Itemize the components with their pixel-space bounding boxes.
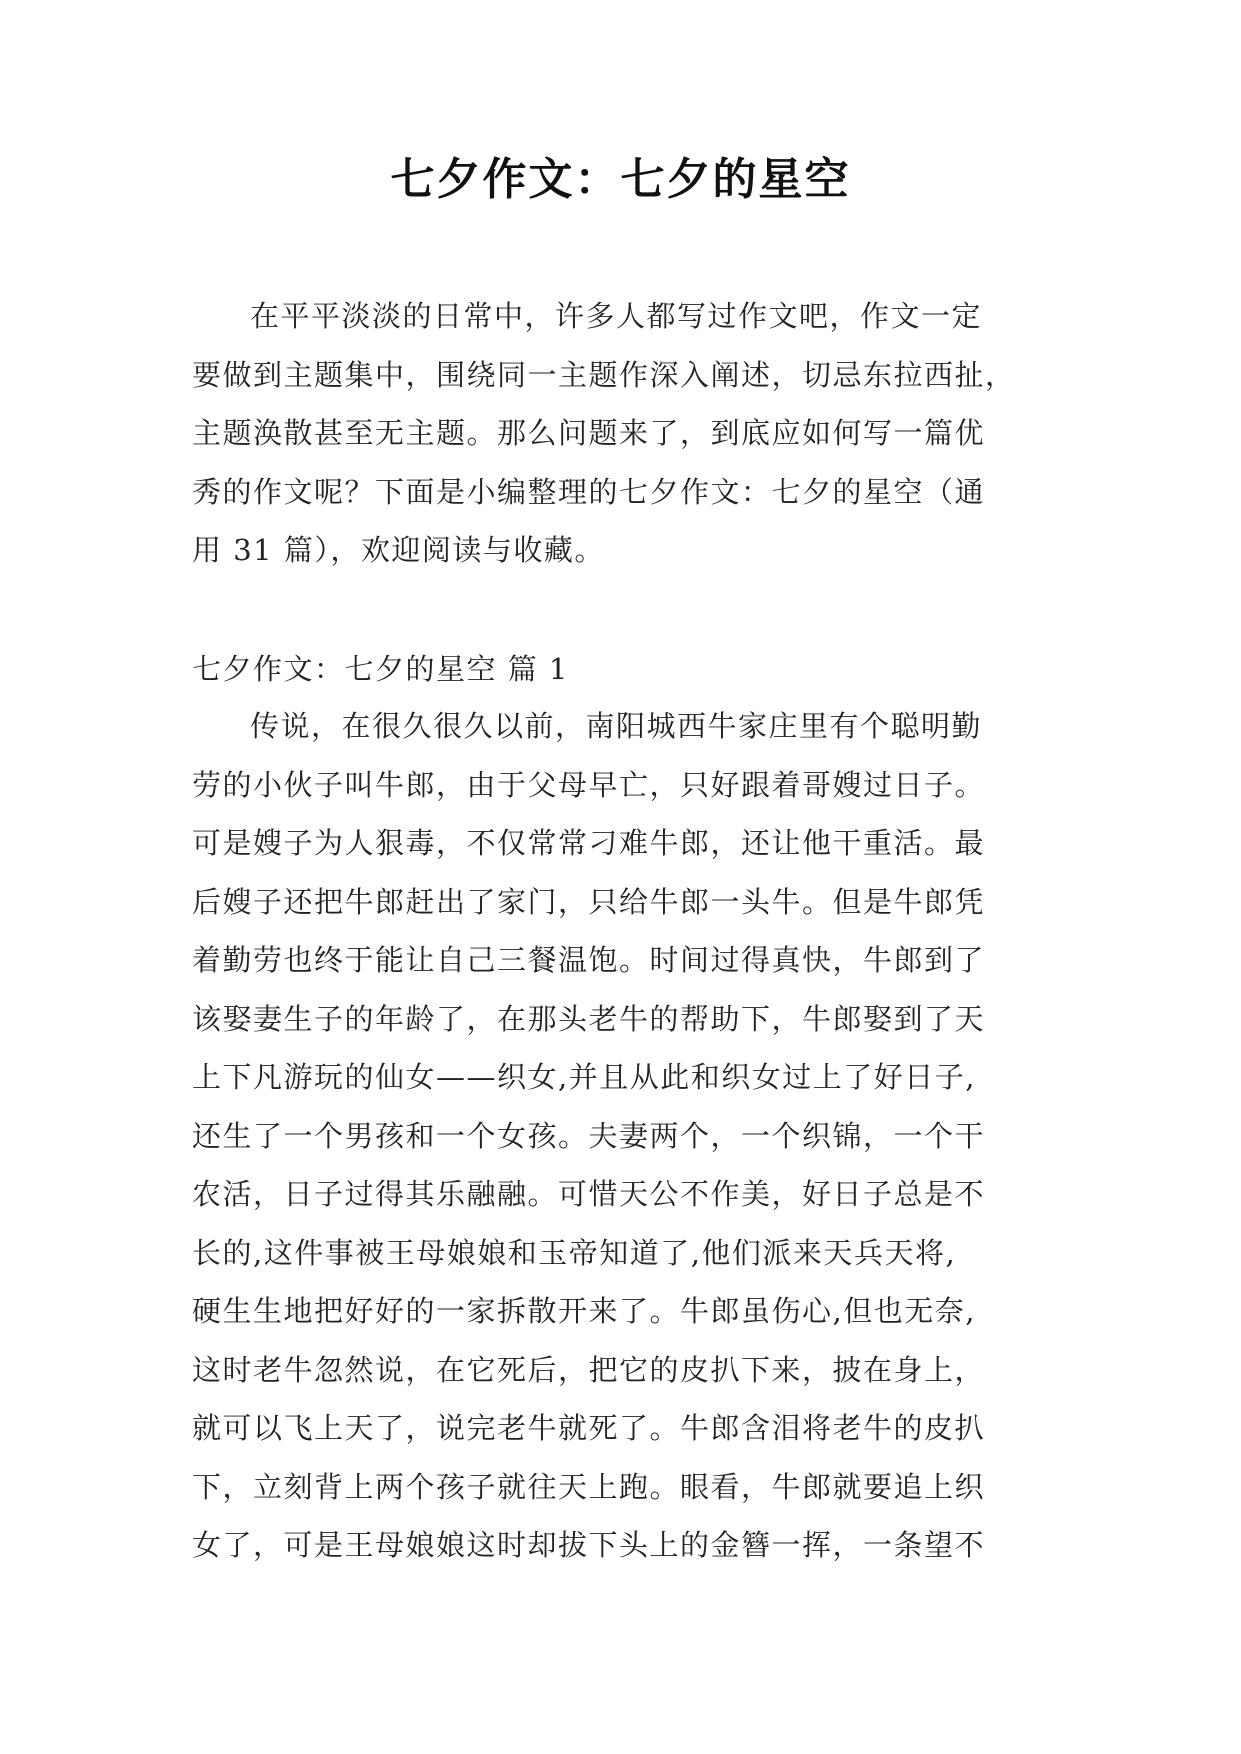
story-line: 可是嫂子为人狠毒，不仅常常刁难牛郎，还让他干重活。最 (192, 826, 986, 860)
story-line: 长的,这件事被王母娘娘和玉帝知道了,他们派来天兵天将, (192, 1235, 957, 1270)
story-line: 该娶妻生子的年龄了，在那头老牛的帮助下，牛郎娶到了天 (192, 1001, 986, 1036)
section-heading: 七夕作文：七夕的星空 篇 1 (192, 652, 569, 686)
story-line: 着勤劳也终于能让自己三餐温饱。时间过得真快，牛郎到了 (192, 943, 986, 977)
page-title: 七夕作文：七夕的星空 (390, 154, 851, 205)
intro-line: 用 31 篇），欢迎阅读与收藏。 (192, 533, 605, 567)
story-line: 硬生生地把好好的一家拆散开来了。牛郎虽伤心,但也无奈, (192, 1294, 976, 1328)
story-line: 还生了一个男孩和一个女孩。夫妻两个，一个织锦，一个干 (192, 1118, 986, 1153)
intro-paragraph (192, 287, 1052, 580)
intro-line: 主题涣散甚至无主题。那么问题来了，到底应如何写一篇优 (192, 416, 986, 450)
story-line: 后嫂子还把牛郎赶出了家门，只给牛郎一头牛。但是牛郎凭 (192, 884, 986, 919)
story-line: 劳的小伙子叫牛郎，由于父母早亡，只好跟着哥嫂过日子。 (192, 767, 986, 802)
story-line: 上下凡游玩的仙女——织女,并且从此和织女过上了好日子, (192, 1060, 976, 1094)
story-line: 就可以飞上天了，说完老牛就死了。牛郎含泪将老牛的皮扒 (192, 1411, 986, 1445)
story-paragraph (192, 697, 1052, 1575)
story-line: 传说，在很久很久以前，南阳城西牛家庄里有个聪明勤 (250, 709, 983, 743)
intro-line: 在平平淡淡的日常中，许多人都写过作文吧，作文一定 (250, 299, 983, 333)
story-line: 女了，可是王母娘娘这时却拔下头上的金簪一挥，一条望不 (192, 1528, 986, 1562)
story-line: 这时老牛忽然说，在它死后，把它的皮扒下来，披在身上， (192, 1352, 986, 1387)
intro-line: 要做到主题集中，围绕同一主题作深入阐述，切忌东拉西扯， (192, 357, 1016, 392)
story-line: 农活，日子过得其乐融融。可惜天公不作美，好日子总是不 (192, 1177, 986, 1211)
story-line: 下，立刻背上两个孩子就往天上跑。眼看，牛郎就要追上织 (192, 1469, 986, 1504)
intro-line: 秀的作文呢？下面是小编整理的七夕作文：七夕的星空（通 (192, 474, 986, 509)
